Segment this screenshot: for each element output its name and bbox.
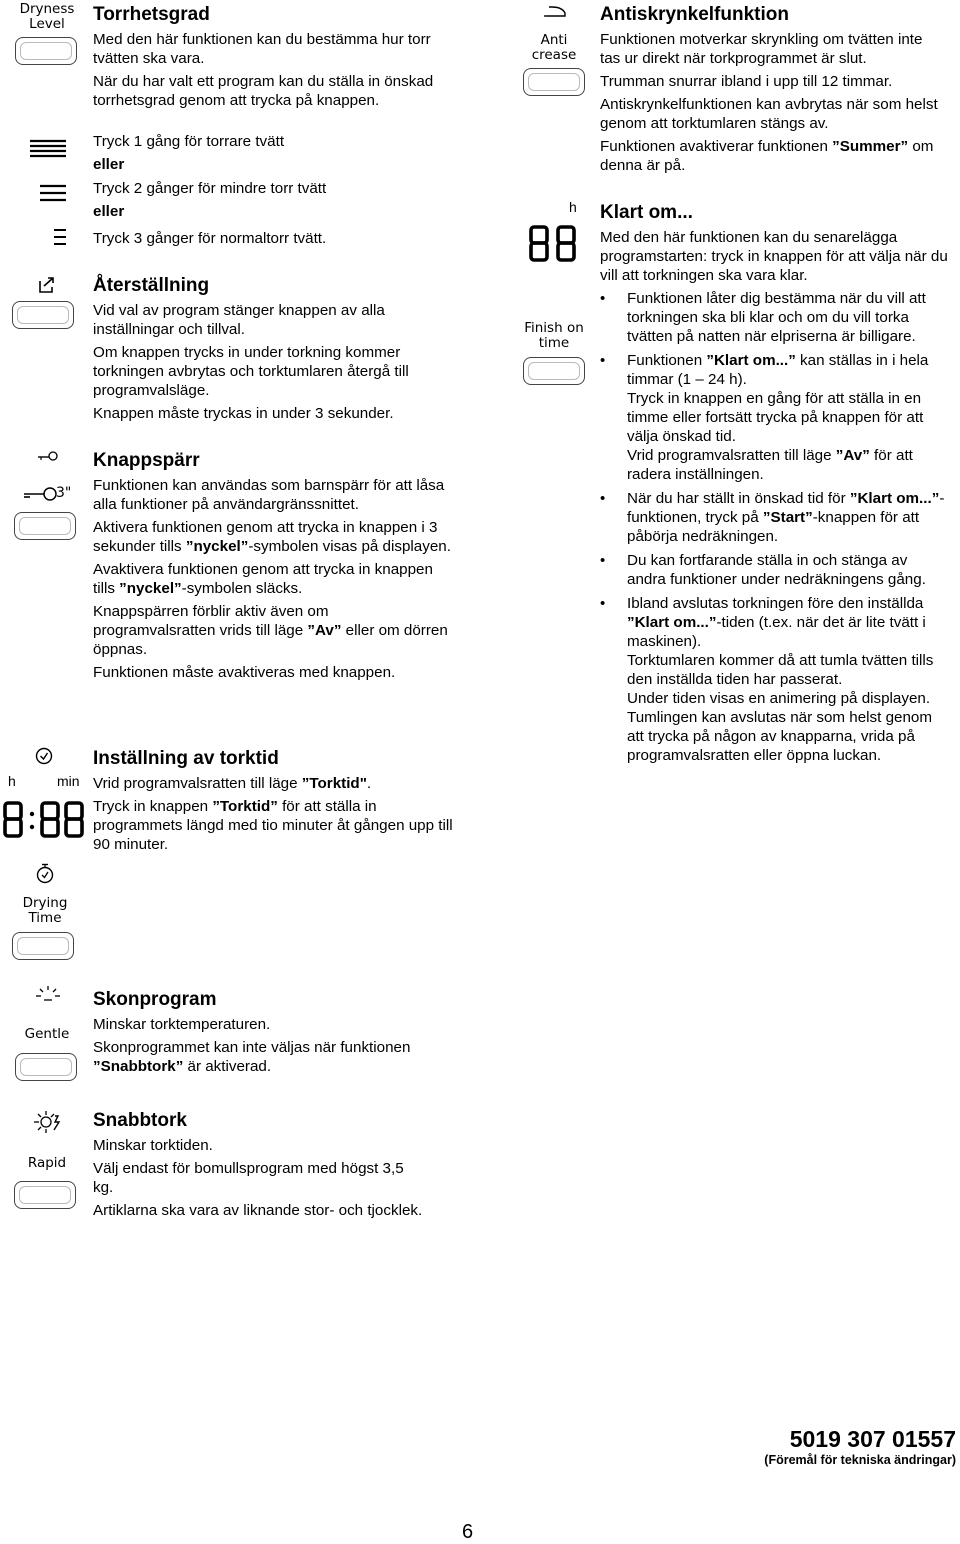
rapid-p3: Artiklarna ska vara av liknande stor- och tjocklek. <box>93 1202 423 1219</box>
reset-arrow-icon <box>38 276 56 294</box>
page-number: 6 <box>462 1521 474 1543</box>
drying-time-min-label: min <box>57 773 80 789</box>
reset-button[interactable] <box>12 301 74 329</box>
gentle-sun-icon <box>34 985 62 1001</box>
reset-title: Återställning <box>93 275 210 296</box>
rapid-title: Snabbtork <box>93 1110 187 1131</box>
dryness-3-lines-icon <box>40 184 66 202</box>
gentle-label: Gentle <box>24 1026 70 1042</box>
dryness-press-1: Tryck 1 gång för torrare tvätt <box>93 133 285 150</box>
dryness-short-lines-icon <box>54 228 66 246</box>
reset-section <box>93 275 453 427</box>
finish-title: Klart om... <box>600 202 693 223</box>
gentle-button[interactable] <box>15 1053 77 1081</box>
child-lock-button[interactable] <box>14 512 76 540</box>
drying-time-display <box>2 800 86 840</box>
drying-time-p2: Tryck in knappen ”Torktid” för att ställa in programmets längd med tio minuter åt gången upp till 90 minuter. <box>93 798 453 853</box>
dryness-section <box>93 4 453 114</box>
dryness-level-button[interactable] <box>15 37 77 65</box>
rapid-button[interactable] <box>14 1181 76 1209</box>
dryness-or-2: eller <box>93 203 125 220</box>
dryness-press-3: Tryck 3 gånger för normaltorr tvätt. <box>93 230 327 247</box>
key-icon <box>38 450 58 462</box>
drying-time-title: Inställning av torktid <box>93 748 279 769</box>
lock-title: Knappspärr <box>93 450 200 471</box>
dryness-level-label: Dryness Level <box>19 1 75 32</box>
anti-crease-p4: Funktionen avaktiverar funktionen ”Summer” om denna är på. <box>600 138 934 174</box>
finish-bullet-4: • Du kan fortfarande ställa in och stänga av andra funktioner under nedräkningens gång. <box>600 551 950 589</box>
anti-crease-p1: Funktionen motverkar skrynkling om tvätten inte tas ur direkt när torkprogrammet är slut. <box>600 31 923 67</box>
clock-icon <box>35 747 53 765</box>
anti-crease-section <box>600 4 945 179</box>
reset-p2: Om knappen trycks in under torkning kommer torkningen avbrytas och torktumlaren återgå till programvalsläge. <box>93 344 409 399</box>
rapid-label: Rapid <box>27 1155 67 1171</box>
drying-time-section <box>93 748 453 858</box>
dryness-intro-1: Med den här funktionen kan du bestämma hur torr tvätten ska vara. <box>93 31 431 67</box>
finish-on-time-button[interactable] <box>523 357 585 385</box>
dryness-4-lines-icon <box>30 139 66 159</box>
lock-p2: Aktivera funktionen genom att trycka in knappen i 3 sekunder tills ”nyckel”-symbolen visas på displayen. <box>93 519 451 555</box>
gentle-title: Skonprogram <box>93 989 217 1010</box>
lock-section <box>93 450 453 686</box>
finish-on-time-label: Finish on time <box>524 320 584 351</box>
anti-crease-p2: Trumman snurrar ibland i upp till 12 timmar. <box>600 73 893 90</box>
gentle-p1: Minskar torktemperaturen. <box>93 1016 271 1033</box>
dryness-or-1: eller <box>93 156 125 173</box>
reset-p1: Vid val av program stänger knappen av alla inställningar och tillval. <box>93 302 385 338</box>
finish-h-label: h <box>569 199 577 215</box>
anti-crease-label: Anti crease <box>531 32 577 63</box>
key-lock-3s-icon <box>24 485 58 505</box>
iron-icon <box>543 4 567 18</box>
drying-time-p1: Vrid programvalsratten till läge ”Torktid". <box>93 775 372 792</box>
lock-3s-label: 3" <box>56 485 72 501</box>
lock-p5: Funktionen måste avaktiveras med knappen. <box>93 664 396 681</box>
anti-crease-p3: Antiskrynkelfunktionen kan avbrytas när som helst genom att torktumlaren stängs av. <box>600 96 938 132</box>
anti-crease-title: Antiskrynkelfunktion <box>600 4 789 25</box>
technical-changes-note: (Föremål för tekniska ändringar) <box>764 1453 956 1467</box>
rapid-p2: Välj endast för bomullsprogram med högst 3,5 kg. <box>93 1160 404 1196</box>
finish-section <box>600 202 950 770</box>
dryness-intro-2: När du har valt ett program kan du ställa in önskad torrhetsgrad genom att trycka på knappen. <box>93 73 434 109</box>
part-number: 5019 307 01557 <box>789 1426 956 1452</box>
drying-time-button[interactable] <box>12 932 74 960</box>
finish-bullets <box>600 289 950 765</box>
finish-display <box>528 224 580 264</box>
finish-bullet-5: • Ibland avslutas torkningen före den inställda ”Klart om...”-tiden (t.ex. när det är lite tvätt i maskinen). Torktumlaren kommer då att tumla tvätten tills den inställda tiden har passerat. Under tiden visas en animering på displayen. Tumlingen kan avslutas när som helst genom att trycka på någon av knapparna, vrida på programvalsratten eller öppna luckan. <box>600 594 950 765</box>
anti-crease-button[interactable] <box>523 68 585 96</box>
drying-time-label: Drying Time <box>22 895 68 926</box>
finish-bullet-1: • Funktionen låter dig bestämma när du vill att torkningen ska bli klar och om du vill torka tvätten på natten när elpriserna är billigare. <box>600 289 950 346</box>
drying-time-h-label: h <box>8 773 16 789</box>
dryness-title: Torrhetsgrad <box>93 4 210 25</box>
gentle-section <box>93 989 453 1080</box>
finish-bullet-3: • När du har ställt in önskad tid för ”Klart om...”-funktionen, tryck på ”Start”-knappen för att påbörja nedräkningen. <box>600 489 950 546</box>
finish-intro: Med den här funktionen kan du senarelägga programstarten: tryck in knappen för att välja när du vill att torkningen ska vara klar. <box>600 229 948 284</box>
dryness-press-2: Tryck 2 gånger för mindre torr tvätt <box>93 180 327 197</box>
rapid-section <box>93 1110 423 1224</box>
rapid-sun-icon <box>34 1110 62 1134</box>
gentle-p2: Skonprogrammet kan inte väljas när funktionen ”Snabbtork” är aktiverad. <box>93 1039 411 1075</box>
rapid-p1: Minskar torktiden. <box>93 1137 213 1154</box>
reset-p3: Knappen måste tryckas in under 3 sekunder. <box>93 405 394 422</box>
finish-bullet-2: • Funktionen ”Klart om...” kan ställas in i hela timmar (1 – 24 h). Tryck in knappen en gång för att ställa in en timme eller fortsätt trycka på knappen för att välja önskad tid. Vrid programvalsratten till läge ”Av” för att radera inställningen. <box>600 351 950 484</box>
lock-p3: Avaktivera funktionen genom att trycka in knappen tills ”nyckel”-symbolen släcks. <box>93 561 433 597</box>
lock-p1: Funktionen kan användas som barnspärr för att låsa alla funktioner på användargränssnittet. <box>93 477 445 513</box>
timer-icon <box>36 863 54 885</box>
lock-p4: Knappspärren förblir aktiv även om programvalsratten vrids till läge ”Av” eller om dörren öppnas. <box>93 603 448 658</box>
